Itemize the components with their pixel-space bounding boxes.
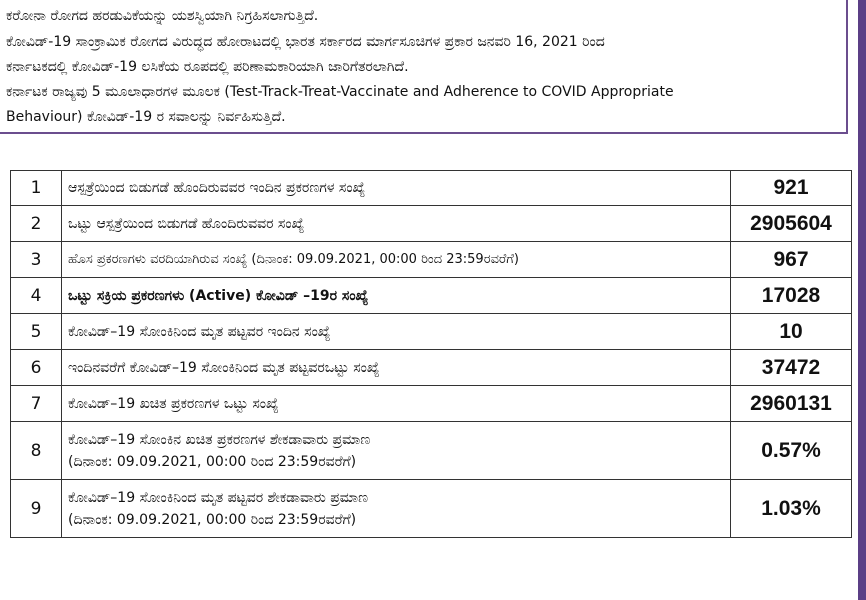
row-number: 5 — [11, 314, 62, 350]
row-description: ಆಸ್ಪತ್ರೆಯಿಂದ ಬಿಡುಗಡೆ ಹೊಂದಿರುವವರ ಇಂದಿನ ಪ್ರಕರಣಗಳ ಸಂಖ್ಯೆ — [62, 171, 731, 206]
row-description: ಕೋವಿಡ್–19 ಸೋಂಕಿನ ಖಚಿತ ಪ್ರಕರಣಗಳ ಶೇಕಡಾವಾರು ಪ್ರಮಾಣ — [68, 431, 371, 448]
row-number: 1 — [11, 171, 62, 206]
covid-stats-table — [10, 170, 852, 538]
intro-text-box — [0, 0, 848, 134]
row-number: 8 — [11, 422, 62, 480]
table-row — [11, 242, 852, 278]
row-value: 1.03% — [731, 480, 852, 538]
table-row — [11, 278, 852, 314]
row-number: 7 — [11, 386, 62, 422]
row-value: 967 — [731, 242, 852, 278]
table-row — [11, 206, 852, 242]
row-description-cell — [62, 422, 731, 480]
intro-line: ಕರೋನಾ ರೋಗದ ಹರಡುವಿಕೆಯನ್ನು ಯಶಸ್ವಿಯಾಗಿ ನಿಗ್ರಹಿಸಲಾಗುತ್ತಿದೆ. — [6, 8, 319, 24]
row-description: ಕೋವಿಡ್–19 ಸೋಂಕಿನಿಂದ ಮೃತ ಪಟ್ಟವರ ಶೇಕಡಾವಾರು ಪ್ರಮಾಣ — [68, 489, 368, 506]
intro-line: ಕೋವಿಡ್-19 ಸಾಂಕ್ರಾಮಿಕ ರೋಗದ ವಿರುದ್ಧದ ಹೋರಾಟದಲ್ಲಿ ಭಾರತ ಸರ್ಕಾರದ ಮಾರ್ಗಸೂಚಿಗಳ ಪ್ರಕಾರ ಜನವರಿ 16, 2021 ರಿಂದ — [6, 34, 605, 50]
table-row — [11, 386, 852, 422]
row-description: ಕೋವಿಡ್–19 ಸೋಂಕಿನಿಂದ ಮೃತ ಪಟ್ಟವರ ಇಂದಿನ ಸಂಖ್ಯೆ — [62, 314, 731, 350]
row-value: 2905604 — [731, 206, 852, 242]
row-description: ಕೋವಿಡ್–19 ಖಚಿತ ಪ್ರಕರಣಗಳ ಒಟ್ಟು ಸಂಖ್ಯೆ — [62, 386, 731, 422]
row-date-range: (ದಿನಾಂಕ: 09.09.2021, 00:00 ರಿಂದ 23:59ರವರೆಗೆ) — [68, 453, 357, 470]
row-number: 6 — [11, 350, 62, 386]
table-row — [11, 480, 852, 538]
row-number: 2 — [11, 206, 62, 242]
row-value: 37472 — [731, 350, 852, 386]
row-description: ಇಂದಿನವರೆಗೆ ಕೋವಿಡ್–19 ಸೋಂಕಿನಿಂದ ಮೃತ ಪಟ್ಟವರಒಟ್ಟು ಸಂಖ್ಯೆ — [62, 350, 731, 386]
intro-line: Behaviour) ಕೋವಿಡ್-19 ರ ಸವಾಲನ್ನು ನಿರ್ವಹಿಸುತ್ತಿದೆ. — [6, 109, 286, 125]
table-row — [11, 171, 852, 206]
row-value: 17028 — [731, 278, 852, 314]
row-description-cell — [62, 480, 731, 538]
table-row — [11, 314, 852, 350]
row-number: 4 — [11, 278, 62, 314]
intro-line: ಕರ್ನಾಟಕದಲ್ಲಿ ಕೋವಿಡ್-19 ಲಸಿಕೆಯ ರೂಪದಲ್ಲಿ ಪರಿಣಾಮಕಾರಿಯಾಗಿ ಜಾರಿಗೆತರಲಾಗಿದೆ. — [6, 59, 409, 75]
page-edge-bar — [858, 0, 866, 600]
row-description: ಒಟ್ಟು ಆಸ್ಪತ್ರೆಯಿಂದ ಬಿಡುಗಡೆ ಹೊಂದಿರುವವರ ಸಂಖ್ಯೆ — [62, 206, 731, 242]
row-value: 2960131 — [731, 386, 852, 422]
row-value: 10 — [731, 314, 852, 350]
row-number: 3 — [11, 242, 62, 278]
row-description: ಒಟ್ಟು ಸಕ್ರಿಯ ಪ್ರಕರಣಗಳು (Active) ಕೋವಿಡ್ –19ರ ಸಂಖ್ಯೆ — [62, 278, 731, 314]
table-row — [11, 422, 852, 480]
row-description: ಹೊಸ ಪ್ರಕರಣಗಳು ವರದಿಯಾಗಿರುವ ಸಂಖ್ಯೆ (ದಿನಾಂಕ: 09.09.2021, 00:00 ರಿಂದ 23:59ರವರೆಗೆ) — [62, 242, 731, 278]
row-value: 0.57% — [731, 422, 852, 480]
intro-line: ಕರ್ನಾಟಕ ರಾಜ್ಯವು 5 ಮೂಲಾಧಾರಗಳ ಮೂಲಕ (Test-Track-Treat-Vaccinate and Adherence to COVID Appropriate — [6, 84, 674, 100]
table-row — [11, 350, 852, 386]
row-date-range: (ದಿನಾಂಕ: 09.09.2021, 00:00 ರಿಂದ 23:59ರವರೆಗೆ) — [68, 511, 357, 528]
row-value: 921 — [731, 171, 852, 206]
row-number: 9 — [11, 480, 62, 538]
